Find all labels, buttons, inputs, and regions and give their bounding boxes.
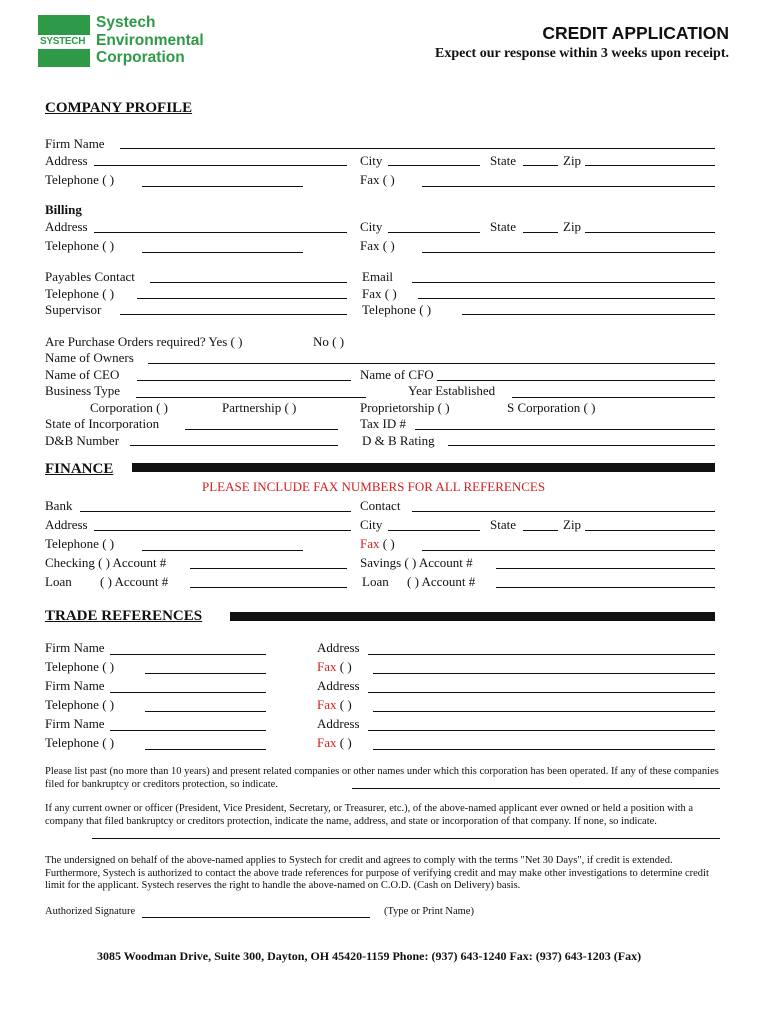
dnb-rating-label: D & B Rating [362,433,435,448]
billing-telephone-label: Telephone ( ) [45,238,115,253]
bank-telephone-label: Telephone ( ) [45,536,115,551]
billing-city-label: City [360,219,383,234]
savings-account-field[interactable] [496,568,715,569]
proprietorship-option[interactable]: Proprietorship ( ) [360,400,450,415]
loan-right-account-label: ( ) Account # [407,574,476,589]
fax-field[interactable] [422,186,715,187]
zip-label: Zip [563,153,582,168]
trade3-address-label: Address [317,716,360,731]
company-logo-text: Systech Environmental Corporation [96,14,204,66]
purchase-orders-question: Are Purchase Orders required? Yes ( ) [45,334,243,349]
tax-id-label: Tax ID # [360,416,407,431]
s-corporation-option[interactable]: S Corporation ( ) [507,400,596,415]
dnb-rating-field[interactable] [448,445,715,446]
purchase-orders-no[interactable]: No ( ) [313,334,345,349]
checking-label: Checking ( ) Account # [45,555,167,570]
loan-account-label: ( ) Account # [100,574,169,589]
trade1-telephone-field[interactable] [145,673,266,674]
supervisor-field[interactable] [120,314,347,315]
payables-telephone-field[interactable] [137,298,347,299]
cfo-label: Name of CFO [360,367,434,382]
bankruptcy-note: If any current owner or officer (President, Vice President, Secretary, or Treasurer, etc.), of the above-named applicant ever owned or held a position with a company that filed bankruptcy or creditors protection, indicate the name, address, and state or incorporation of that company. If none, so indicate. [45,803,694,827]
bank-fax-field[interactable] [422,550,715,551]
city-label: City [360,153,383,168]
trade1-firm-field[interactable] [110,654,266,655]
billing-zip-label: Zip [563,219,582,234]
state-label: State [490,153,516,168]
bank-contact-field[interactable] [412,511,715,512]
trade-divider [230,612,715,621]
loan-right-account-field[interactable] [496,587,715,588]
telephone-label: Telephone ( ) [45,172,115,187]
trade-references-heading: TRADE REFERENCES [45,608,203,624]
fax-label: Fax ( ) [360,172,395,187]
bank-state-label: State [490,517,516,532]
checking-account-field[interactable] [190,568,347,569]
email-field[interactable] [412,282,715,283]
state-field[interactable] [523,165,558,166]
page-title: CREDIT APPLICATION [542,23,729,43]
finance-heading: FINANCE [45,461,114,477]
loan-right-label: Loan [362,574,389,589]
billing-address-field[interactable] [94,232,347,233]
trade2-fax-label: Fax ( ) [317,697,352,712]
bank-telephone-field[interactable] [142,550,303,551]
email-label: Email [362,269,394,284]
address-label: Address [45,153,88,168]
firm-name-label: Firm Name [45,136,105,151]
savings-label: Savings ( ) Account # [360,555,473,570]
bankruptcy-field[interactable] [92,838,720,839]
corporation-option[interactable]: Corporation ( ) [90,400,168,415]
year-established-label: Year Established [408,383,496,398]
supervisor-telephone-field[interactable] [462,314,715,315]
tax-id-field[interactable] [415,429,715,430]
partnership-option[interactable]: Partnership ( ) [222,400,297,415]
payables-contact-label: Payables Contact [45,269,135,284]
trade2-address-field[interactable] [368,692,715,693]
trade1-firm-label: Firm Name [45,640,105,655]
print-name-label: (Type or Print Name) [384,906,474,917]
trade1-fax-field[interactable] [373,673,715,674]
owners-label: Name of Owners [45,350,134,365]
trade2-telephone-field[interactable] [145,711,266,712]
trade3-address-field[interactable] [368,730,715,731]
bank-field[interactable] [80,511,351,512]
company-profile-heading: COMPANY PROFILE [45,100,193,116]
billing-telephone-field[interactable] [142,252,303,253]
trade3-firm-field[interactable] [110,730,266,731]
trade3-fax-field[interactable] [373,749,715,750]
supervisor-telephone-label: Telephone ( ) [362,302,432,317]
logo-badge: SYSTECH [38,35,93,49]
zip-field[interactable] [585,165,715,166]
trade2-firm-field[interactable] [110,692,266,693]
telephone-field[interactable] [142,186,303,187]
bank-city-label: City [360,517,383,532]
trade3-fax-label: Fax ( ) [317,735,352,750]
billing-zip-field[interactable] [585,232,715,233]
page-subtitle: Expect our response within 3 weeks upon receipt. [434,46,729,61]
city-field[interactable] [388,165,480,166]
year-established-field[interactable] [512,397,715,398]
dnb-number-label: D&B Number [45,433,120,448]
bank-address-field[interactable] [94,530,351,531]
billing-state-field[interactable] [523,232,558,233]
bank-address-label: Address [45,517,88,532]
billing-fax-label: Fax ( ) [360,238,395,253]
trade1-address-label: Address [317,640,360,655]
trade3-telephone-label: Telephone ( ) [45,735,115,750]
state-incorporation-field[interactable] [185,429,338,430]
payables-telephone-label: Telephone ( ) [45,286,115,301]
supervisor-label: Supervisor [45,302,102,317]
cfo-field[interactable] [437,380,715,381]
ceo-field[interactable] [137,380,351,381]
trade2-telephone-label: Telephone ( ) [45,697,115,712]
loan-label: Loan [45,574,72,589]
bank-city-field[interactable] [388,530,480,531]
finance-divider [132,463,715,472]
trade3-firm-label: Firm Name [45,716,105,731]
billing-address-label: Address [45,219,88,234]
dnb-number-field[interactable] [130,445,338,446]
ceo-label: Name of CEO [45,367,120,382]
footer-address: 3085 Woodman Drive, Suite 300, Dayton, OH 45420-1159 Phone: (937) 643-1240 Fax: (937) 643-1203 (Fax) [97,949,642,963]
trade1-telephone-label: Telephone ( ) [45,659,115,674]
trade2-address-label: Address [317,678,360,693]
address-field[interactable] [94,165,347,166]
state-incorporation-label: State of Incorporation [45,416,160,431]
signature-field[interactable] [142,917,370,918]
billing-heading: Billing [45,202,82,217]
bank-zip-field[interactable] [585,530,715,531]
related-companies-field[interactable] [352,788,720,789]
trade1-fax-label: Fax ( ) [317,659,352,674]
terms-note: The undersigned on behalf of the above-named applies to Systech for credit and agrees to comply with the terms "Net 30 Days", if credit is extended. Furthermore, Systech is authorized to contact the above trade references for purpose of verifying credit and may make other investigations to determine credit limit for the applicant. Systech reserves the right to handle the above-named on C.O.D. (Cash on Delivery) basis. [45,855,709,891]
trade2-fax-field[interactable] [373,711,715,712]
bank-zip-label: Zip [563,517,582,532]
loan-account-field[interactable] [190,587,347,588]
payables-fax-label: Fax ( ) [362,286,397,301]
trade1-address-field[interactable] [368,654,715,655]
payables-fax-field[interactable] [418,298,715,299]
firm-name-field[interactable] [120,148,715,149]
fax-notice: PLEASE INCLUDE FAX NUMBERS FOR ALL REFERENCES [202,479,546,494]
billing-city-field[interactable] [388,232,480,233]
payables-contact-field[interactable] [150,282,347,283]
trade2-firm-label: Firm Name [45,678,105,693]
business-type-field[interactable] [136,397,366,398]
related-companies-note: Please list past (no more than 10 years) and present related companies or other names under which this corporation has been operated. If any of these companies filed for bankruptcy or creditors protection, so indicate. [45,766,719,790]
billing-fax-field[interactable] [422,252,715,253]
trade3-telephone-field[interactable] [145,749,266,750]
bank-contact-label: Contact [360,498,401,513]
signature-label: Authorized Signature [45,906,136,917]
bank-label: Bank [45,498,73,513]
bank-state-field[interactable] [523,530,558,531]
billing-state-label: State [490,219,516,234]
business-type-label: Business Type [45,383,121,398]
owners-field[interactable] [148,363,715,364]
bank-fax-label: Fax ( ) [360,536,395,551]
